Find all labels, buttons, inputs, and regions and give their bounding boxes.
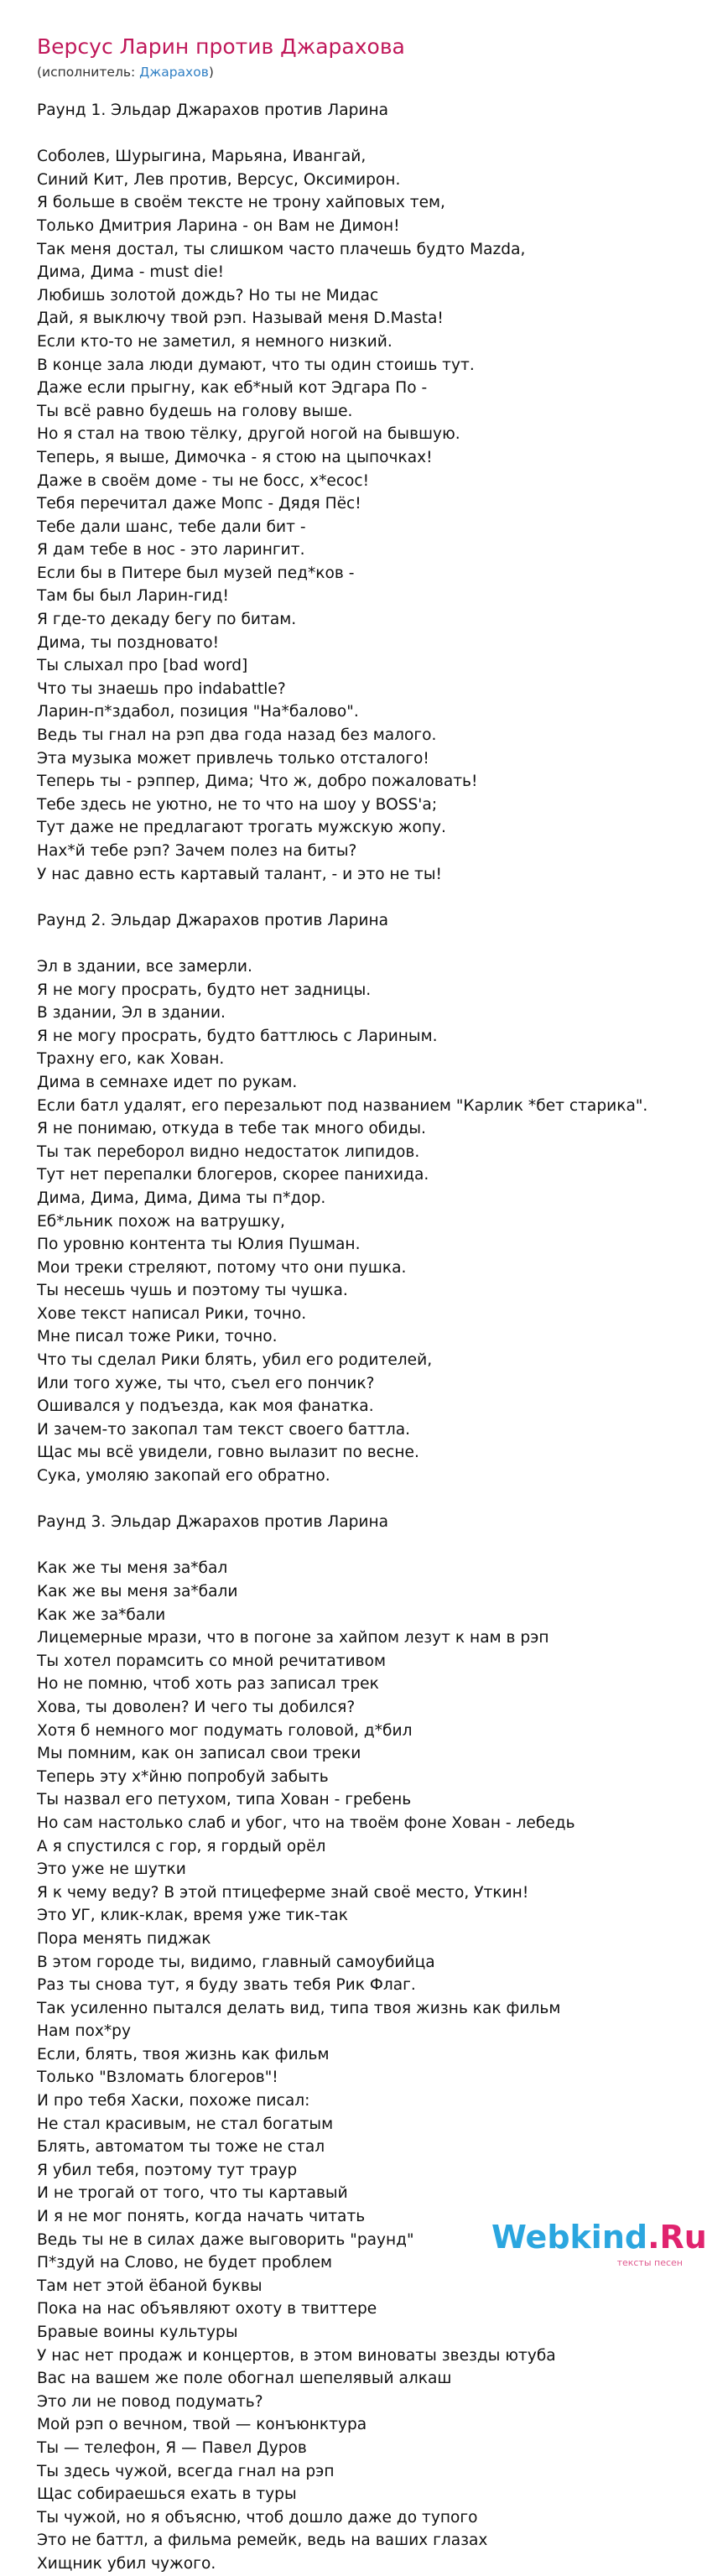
- lyric-line: Мне писал тоже Рики, точно.: [37, 1328, 278, 1346]
- lyric-line: Нах*й тебе рэп? Зачем полез на биты?: [37, 842, 357, 860]
- lyric-line: Нам пох*ру: [37, 2022, 131, 2041]
- lyric-line: Я где-то декаду бегу по битам.: [37, 611, 297, 629]
- lyric-line: Теперь эту х*йню попробуй забыть: [37, 1767, 329, 1786]
- lyric-line: Трахну его, как Хован.: [37, 1050, 225, 1069]
- lyric-line: Дима, Дима - must die!: [37, 263, 225, 282]
- lyric-line: Ты здесь чужой, всегда гнал на рэп: [37, 2462, 335, 2480]
- blank-line: [37, 932, 689, 955]
- lyric-line: Даже в своём доме - ты не босс, х*есос!: [37, 471, 370, 490]
- lyric-line: Синий Кит, Лев против, Версус, Оксимирон.: [37, 170, 401, 189]
- lyric-line: Раз ты снова тут, я буду звать тебя Рик Флаг.: [37, 1976, 416, 1995]
- artist-prefix: (исполнитель:: [37, 65, 140, 80]
- lyric-line: Я к чему веду? В этой птицеферме знай своё место, Уткин!: [37, 1883, 529, 1902]
- lyric-line: Мой рэп о вечном, твой — конъюнктура: [37, 2416, 367, 2434]
- lyric-line: Хотя б немного мог подумать головой, д*бил: [37, 1721, 413, 1740]
- lyric-line: Тут нет перепалки блогеров, скорее панихида.: [37, 1166, 429, 1184]
- lyric-line: Еб*льник похож на ватрушку,: [37, 1212, 285, 1231]
- lyric-line: Сука, умоляю закопай его обратно.: [37, 1467, 330, 1486]
- artist-line: [37, 64, 689, 81]
- lyric-line: Ты слыхал про [bad word]: [37, 657, 248, 675]
- lyric-line: Как же ты меня за*бал: [37, 1559, 228, 1578]
- blank-line: [37, 122, 689, 146]
- lyric-line: Блять, автоматом ты тоже не стал: [37, 2138, 325, 2157]
- lyric-line: Хищник убил чужого.: [37, 2554, 216, 2573]
- round-heading: Раунд 2. Эльдар Джарахов против Ларина: [37, 911, 389, 929]
- lyric-line: В здании, Эл в здании.: [37, 1004, 226, 1023]
- lyric-line: Вас на вашем же поле обогнал шепелявый алкаш: [37, 2370, 452, 2388]
- lyric-line: Тебя перечитал даже Мопс - Дядя Пёс!: [37, 495, 361, 513]
- lyric-line: Тебе дали шанс, тебе дали бит -: [37, 518, 306, 536]
- lyric-line: Так меня достал, ты слишком часто плачешь будто Mazda,: [37, 240, 526, 258]
- lyric-line: Это уже не шутки: [37, 1860, 186, 1879]
- lyric-line: Как же вы меня за*бали: [37, 1583, 238, 1600]
- lyric-line: Как же за*бали: [37, 1605, 166, 1624]
- lyric-line: Я не понимаю, откуда в тебе так много обиды.: [37, 1120, 426, 1138]
- lyric-line: И не трогай от того, что ты картавый: [37, 2184, 348, 2203]
- artist-suffix: ): [208, 65, 214, 80]
- lyric-line: Я не могу просрать, будто нет задницы.: [37, 981, 372, 999]
- lyric-line: Я убил тебя, поэтому тут траур: [37, 2161, 298, 2179]
- lyric-line: Только "Взломать блогеров"!: [37, 2069, 278, 2087]
- lyric-line: Если батл удалят, его перезальют под названием "Карлик *бет старика".: [37, 1096, 648, 1115]
- lyric-line: Мои треки стреляют, потому что они пушка.: [37, 1258, 407, 1277]
- lyric-line: Ты хотел порамсить со мной речитативом: [37, 1652, 387, 1670]
- lyric-line: Дай, я выключу твой рэп. Называй меня D.Masta!: [37, 310, 444, 328]
- lyrics-text: [37, 99, 689, 2576]
- lyric-line: Теперь ты - рэппер, Дима; Что ж, добро пожаловать!: [37, 773, 478, 791]
- lyric-line: И про тебя Хаски, похоже писал:: [37, 2092, 310, 2110]
- lyric-line: А я спустился с гор, я гордый орёл: [37, 1837, 326, 1855]
- artist-link[interactable]: Джарахов: [139, 65, 209, 80]
- lyric-line: Не стал красивым, не стал богатым: [37, 2115, 334, 2133]
- lyric-line: Ты назвал его петухом, типа Хован - гребень: [37, 1791, 412, 1809]
- lyric-line: Любишь золотой дождь? Но ты не Мидас: [37, 286, 379, 304]
- lyric-line: У нас давно есть картавый талант, - и это не ты!: [37, 865, 442, 883]
- lyric-line: Но я стал на твою тёлку, другой ногой на бывшую.: [37, 425, 460, 444]
- lyric-line: Это ли не повод подумать?: [37, 2392, 263, 2411]
- lyric-line: Там бы был Ларин-гид!: [37, 587, 229, 606]
- lyric-line: Я дам тебе в нос - это ларингит.: [37, 541, 305, 559]
- lyric-line: В конце зала люди думают, что ты один стоишь тут.: [37, 356, 475, 374]
- lyric-line: Там нет этой ёбаной буквы: [37, 2277, 263, 2295]
- blank-line: [37, 1488, 689, 1512]
- lyric-line: Даже если прыгну, как еб*ный кот Эдгара По -: [37, 379, 428, 398]
- lyric-line: Хове текст написал Рики, точно.: [37, 1304, 307, 1323]
- lyric-line: Дима, ты поздновато!: [37, 633, 220, 652]
- logo-wordmark: [491, 2219, 707, 2256]
- lyric-line: Или того хуже, ты что, съел его пончик?: [37, 1374, 375, 1392]
- page-title: Версус Ларин против Джарахова: [37, 34, 405, 59]
- lyric-line: Тут даже не предлагают трогать мужскую жопу.: [37, 819, 446, 837]
- blank-line: [37, 1534, 689, 1558]
- lyric-line: Дима в семнахе идет по рукам.: [37, 1073, 298, 1091]
- lyric-line: Ошивался у подъезда, как моя фанатка.: [37, 1397, 374, 1416]
- lyric-line: И зачем-то закопал там текст своего баттла.: [37, 1420, 411, 1439]
- lyric-line: Эл в здании, все замерли.: [37, 957, 252, 976]
- lyric-line: В этом городе ты, видимо, главный самоубийца: [37, 1953, 435, 1971]
- lyric-line: Дима, Дима, Дима, Дима ты п*дор.: [37, 1189, 326, 1207]
- logo-name: Webkind: [491, 2219, 648, 2256]
- lyric-line: Эта музыка может привлечь только отсталого!: [37, 749, 429, 768]
- webkind-logo[interactable]: [491, 2219, 707, 2272]
- round-heading: Раунд 3. Эльдар Джарахов против Ларина: [37, 1513, 389, 1532]
- lyric-line: Ты всё равно будешь на голову выше.: [37, 402, 353, 420]
- lyric-line: Лицемерные мрази, что в погоне за хайпом лезут к нам в рэп: [37, 1629, 549, 1647]
- lyric-line: Бравые воины культуры: [37, 2324, 238, 2341]
- lyric-line: П*здуй на Слово, не будет проблем: [37, 2254, 333, 2272]
- logo-dot: .: [647, 2219, 660, 2256]
- lyric-line: Хова, ты доволен? И чего ты добился?: [37, 1698, 356, 1716]
- lyric-line: Мы помним, как он записал свои треки: [37, 1745, 361, 1763]
- lyric-line: Что ты знаешь про indabattle?: [37, 679, 286, 698]
- lyric-line: Ты чужой, но я объясню, чтоб дошло даже до тупого: [37, 2508, 478, 2527]
- lyric-line: Это УГ, клик-клак, время уже тик-так: [37, 1907, 349, 1925]
- lyric-line: Я не могу просрать, будто баттлюсь с Лариным.: [37, 1027, 438, 1045]
- lyric-line: Ведь ты не в силах даже выговорить "раунд": [37, 2230, 414, 2249]
- lyric-line: Что ты сделал Рики блять, убил его родителей,: [37, 1351, 433, 1370]
- lyric-line: Пока на нас объявляют охоту в твиттере: [37, 2300, 377, 2318]
- lyric-line: Ты несешь чушь и поэтому ты чушка.: [37, 1282, 348, 1300]
- lyric-line: Но не помню, чтоб хоть раз записал трек: [37, 1675, 379, 1694]
- lyric-line: Это не баттл, а фильма ремейк, ведь на ваших глазах: [37, 2532, 488, 2550]
- lyric-line: Но сам настолько слаб и убог, что на твоём фоне Хован - лебедь: [37, 1814, 575, 1832]
- lyric-line: Пора менять пиджак: [37, 1929, 211, 1948]
- lyric-line: Щас мы всё увидели, говно вылазит по весне.: [37, 1444, 419, 1462]
- lyric-line: Ты — телефон, Я — Павел Дуров: [37, 2438, 307, 2457]
- lyric-line: У нас нет продаж и концертов, в этом виноваты звезды ютуба: [37, 2346, 556, 2365]
- lyric-line: Тебе здесь не уютно, не то что на шоу у BOSS'а;: [37, 795, 438, 814]
- lyric-line: Если кто-то не заметил, я немного низкий.: [37, 332, 392, 351]
- lyric-line: Теперь, я выше, Димочка - я стою на цыпочках!: [37, 448, 433, 466]
- lyric-line: Соболев, Шурыгина, Марьяна, Ивангай,: [37, 148, 366, 166]
- lyric-line: Ты так переборол видно недостаток липидов.: [37, 1142, 420, 1161]
- lyric-line: Так усиленно пытался делать вид, типа твоя жизнь как фильм: [37, 1999, 561, 2017]
- blank-line: [37, 886, 689, 909]
- lyric-line: Ведь ты гнал на рэп два года назад без малого.: [37, 726, 437, 745]
- round-heading: Раунд 1. Эльдар Джарахов против Ларина: [37, 101, 389, 119]
- logo-tld: Ru: [659, 2219, 707, 2256]
- lyric-line: По уровню контента ты Юлия Пушман.: [37, 1236, 361, 1254]
- logo-tagline: тексты песен: [616, 2257, 683, 2268]
- lyric-line: Только Дмитрия Ларина - он Вам не Димон!: [37, 216, 400, 235]
- lyric-line: Щас собираешься ехать в туры: [37, 2485, 297, 2504]
- lyric-line: Я больше в своём тексте не трону хайповых тем,: [37, 194, 445, 212]
- lyric-line: Ларин-п*здабол, позиция "На*балово".: [37, 703, 359, 721]
- lyric-line: И я не мог понять, когда начать читать: [37, 2208, 366, 2226]
- lyric-line: Если бы в Питере был музей пед*ков -: [37, 564, 355, 582]
- lyric-line: Если, блять, твоя жизнь как фильм: [37, 2045, 330, 2063]
